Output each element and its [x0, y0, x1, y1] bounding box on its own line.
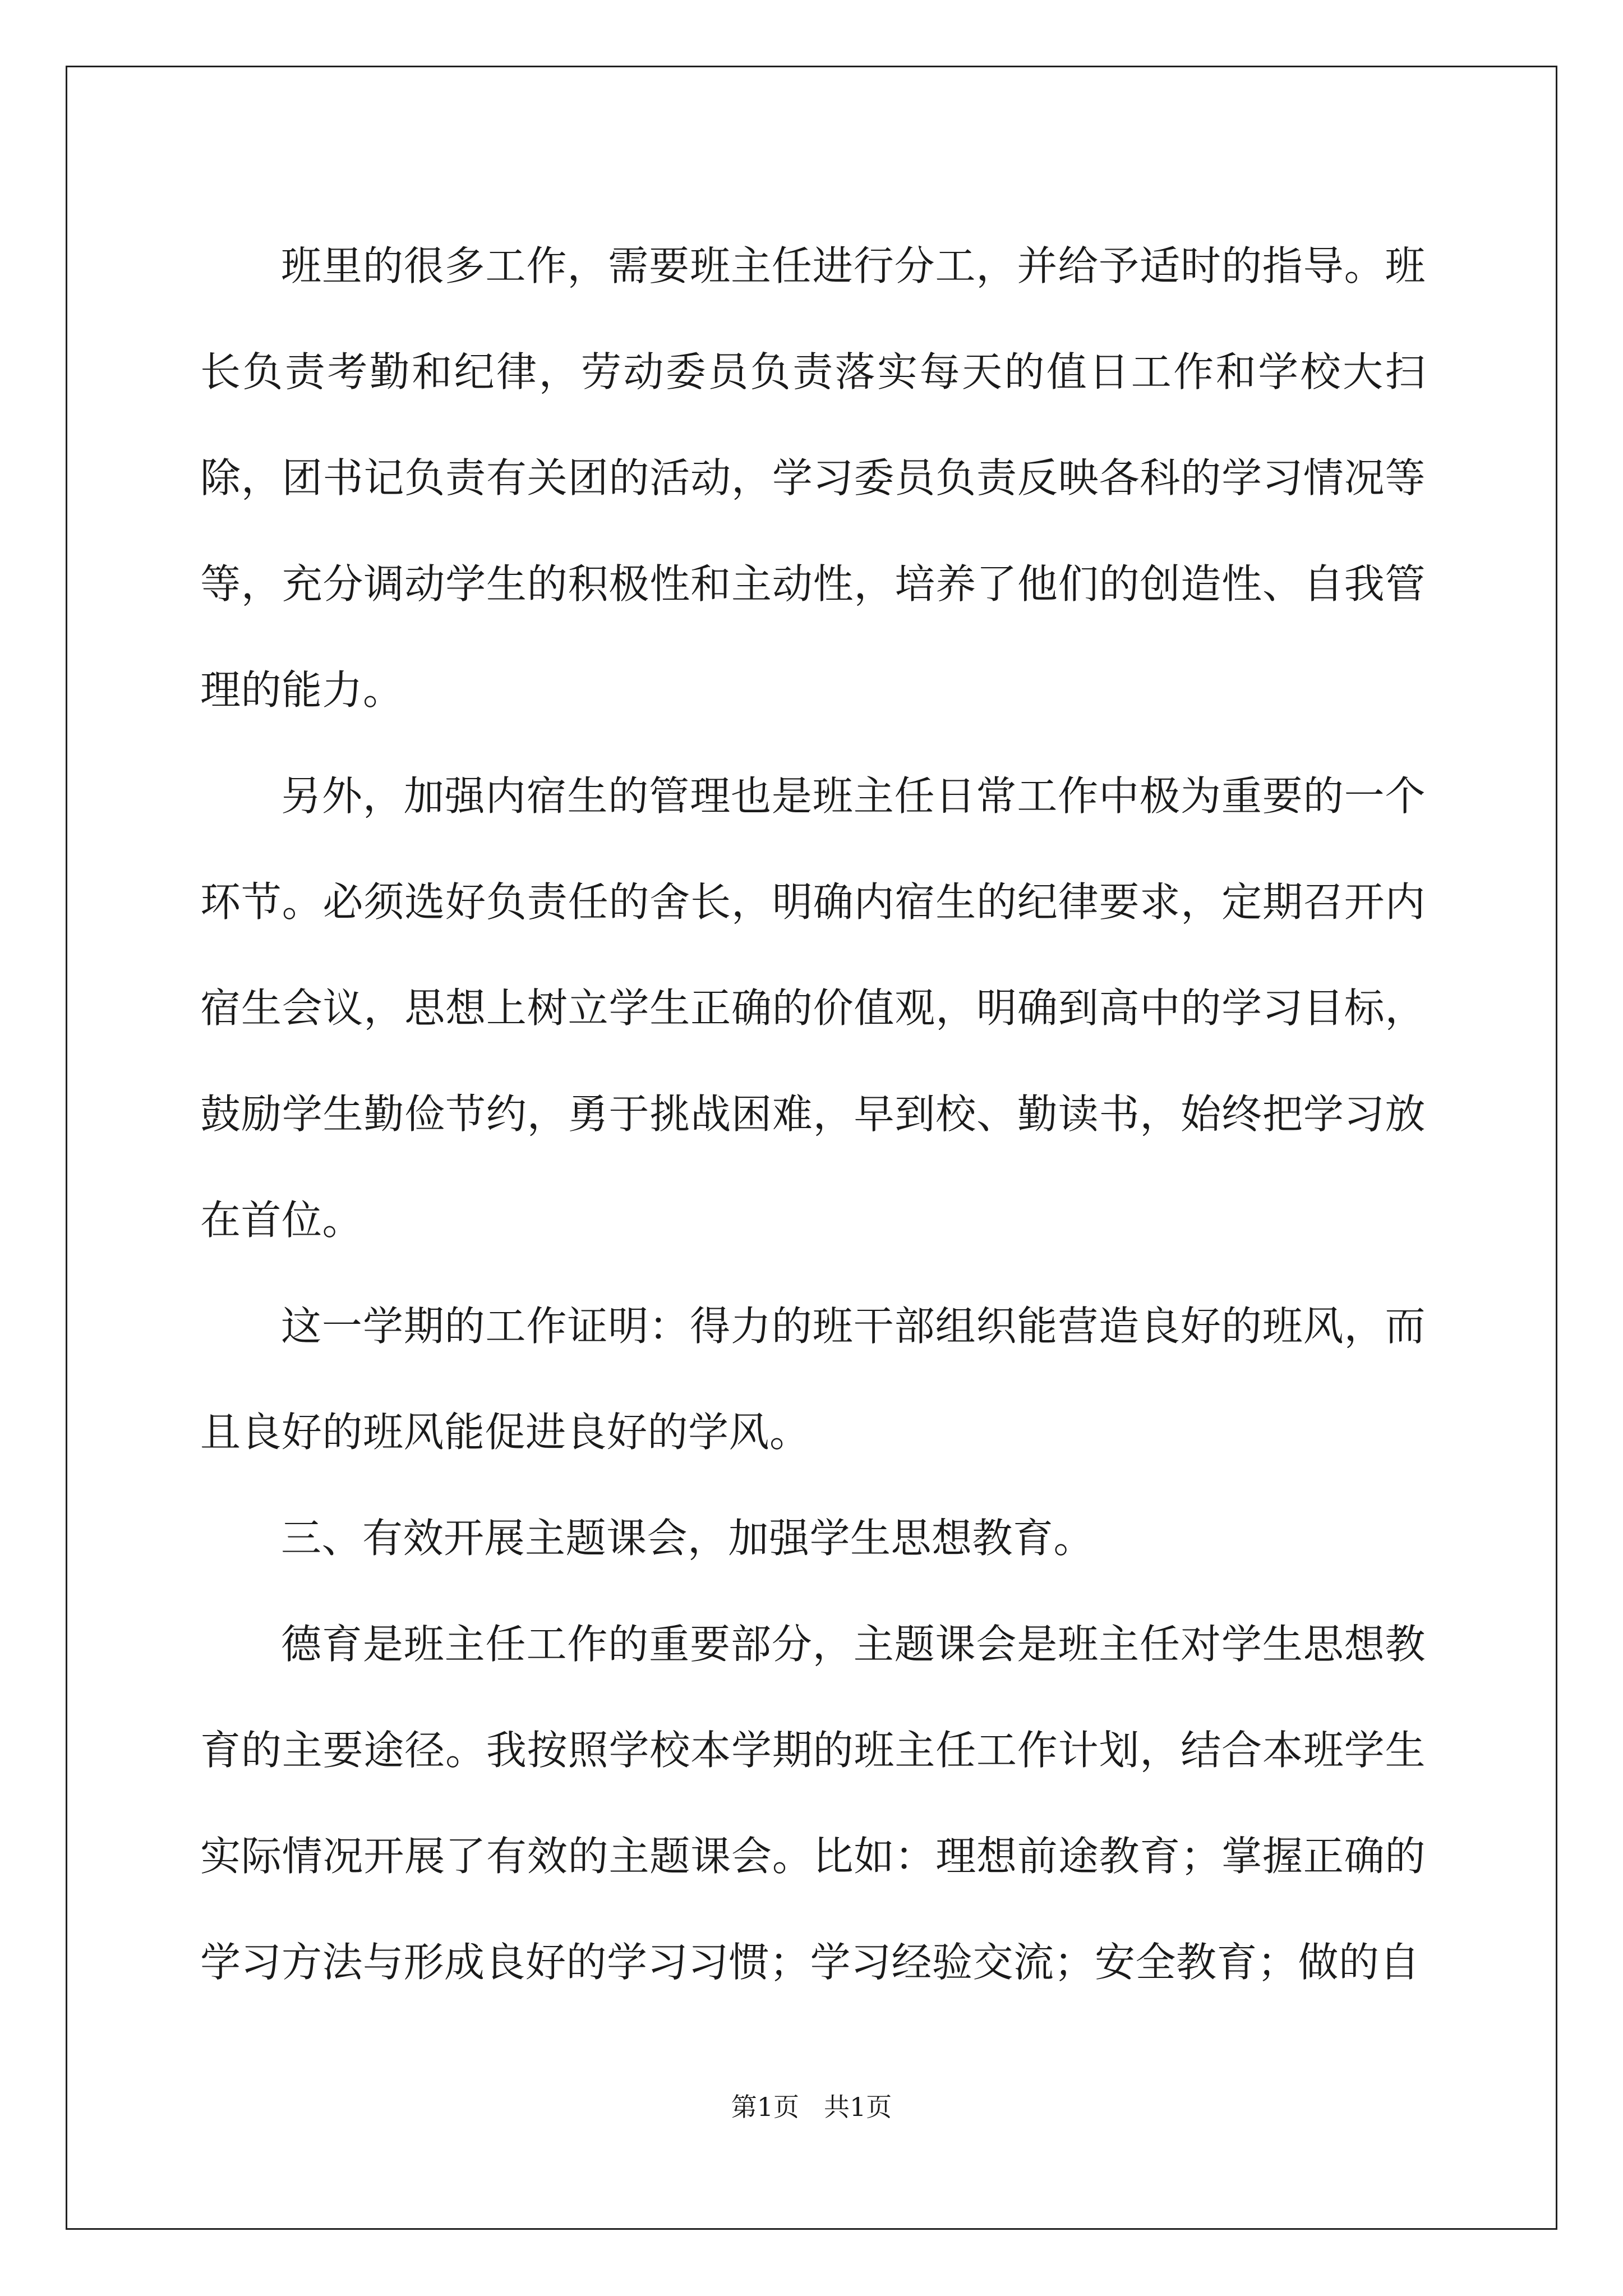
- paragraph: 德育是班主任工作的重要部分，主题课会是班主任对学生思想教育的主要途径。我按照学校本学期的班主任工作计划，结合本班学生实际情况开展了有效的主题课会。比如：理想前途教育；掌握正确的学习方法与形成良好的学习习惯；学习经验交流；安全教育；做的自: [200, 1621, 1426, 1986]
- page-number: 第1页: [731, 2092, 800, 2122]
- section-heading: 三、有效开展主题课会，加强学生思想教育。: [281, 1515, 1095, 1562]
- page-footer: [0, 2087, 1623, 2124]
- paragraph: 另外，加强内宿生的管理也是班主任日常工作中极为重要的一个环节。必须选好负责任的舍长，明确内宿生的纪律要求，定期召开内宿生会议，思想上树立学生正确的价值观，明确到高中的学习目标，鼓励学生勤俭节约，勇于挑战困难，早到校、勤读书，始终把学习放在首位。: [200, 772, 1426, 1244]
- page-total: 共1页: [823, 2092, 892, 2122]
- paragraph: 这一学期的工作证明：得力的班干部组织能营造良好的班风，而且良好的班风能促进良好的学风。: [200, 1303, 1426, 1456]
- paragraph: 班里的很多工作，需要班主任进行分工，并给予适时的指导。班长负责考勤和纪律，劳动委员负责落实每天的值日工作和学校大扫除，团书记负责有关团的活动，学习委员负责反映各科的学习情况等等，充分调动学生的积极性和主动性，培养了他们的创造性、自我管理的能力。: [200, 242, 1426, 714]
- document-body: [200, 213, 1426, 2016]
